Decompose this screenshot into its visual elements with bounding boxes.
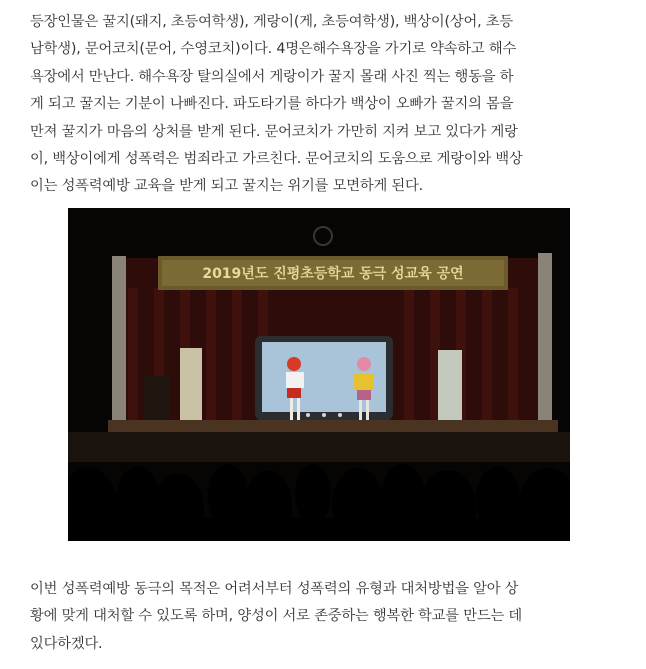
text-line: 이번 성폭력예방 동극의 목적은 어려서부터 성폭력의 유형과 대처방법을 알아 상 — [30, 581, 519, 597]
banner-text: 2019년도 진평초등학교 동극 성교육 공연 — [202, 266, 464, 282]
performer-right-head — [357, 357, 371, 371]
text-line: 등장인물은 꿀지(돼지, 초등여학생), 게랑이(게, 초등여학생), 백상이(상어, 초등 — [30, 14, 513, 30]
text-line: 남학생), 문어코치(문어, 수영코치)이다. 4명은해수욕장을 가기로 약속하고 해수 — [30, 41, 517, 58]
podium — [144, 376, 170, 422]
text-line: 이는 성폭력예방 교육을 받게 되고 꿀지는 위기를 모면하게 된다. — [30, 178, 423, 195]
text-line: 황에 맞게 대처할 수 있도록 하며, 양성이 서로 존중하는 행복한 학교를 만드는 데 — [30, 608, 523, 625]
text-line: 욕장에서 만난다. 해수욕장 탈의실에서 게랑이가 꿀지 몰래 사진 찍는 행동을 하 — [30, 68, 514, 85]
left-standing-banner — [180, 348, 202, 420]
text-line: 이, 백상이에게 성폭력은 범죄라고 가르친다. 문어코치의 도움으로 게랑이와 백상 — [30, 151, 523, 168]
stage-edge — [108, 420, 558, 432]
performer-left-head — [287, 357, 301, 371]
text-line: 있다하겠다. — [30, 635, 103, 652]
article-paragraph-1 — [30, 9, 614, 201]
stage-floor — [68, 432, 570, 462]
audience-silhouettes — [68, 464, 570, 541]
right-standing-banner — [438, 350, 462, 420]
text-line: 게 되고 꿀지는 기분이 나빠진다. 파도타기를 하다가 백상이 오빠가 꿀지의 몸을 — [30, 96, 514, 113]
right-pillar — [538, 253, 552, 423]
stage-performance-photo — [68, 208, 570, 541]
text-line: 만져 꿀지가 마음의 상처를 받게 된다. 문어코치가 가만히 지켜 보고 있다가 게랑 — [30, 123, 518, 140]
article-paragraph-2 — [30, 576, 614, 658]
left-pillar — [112, 256, 126, 421]
